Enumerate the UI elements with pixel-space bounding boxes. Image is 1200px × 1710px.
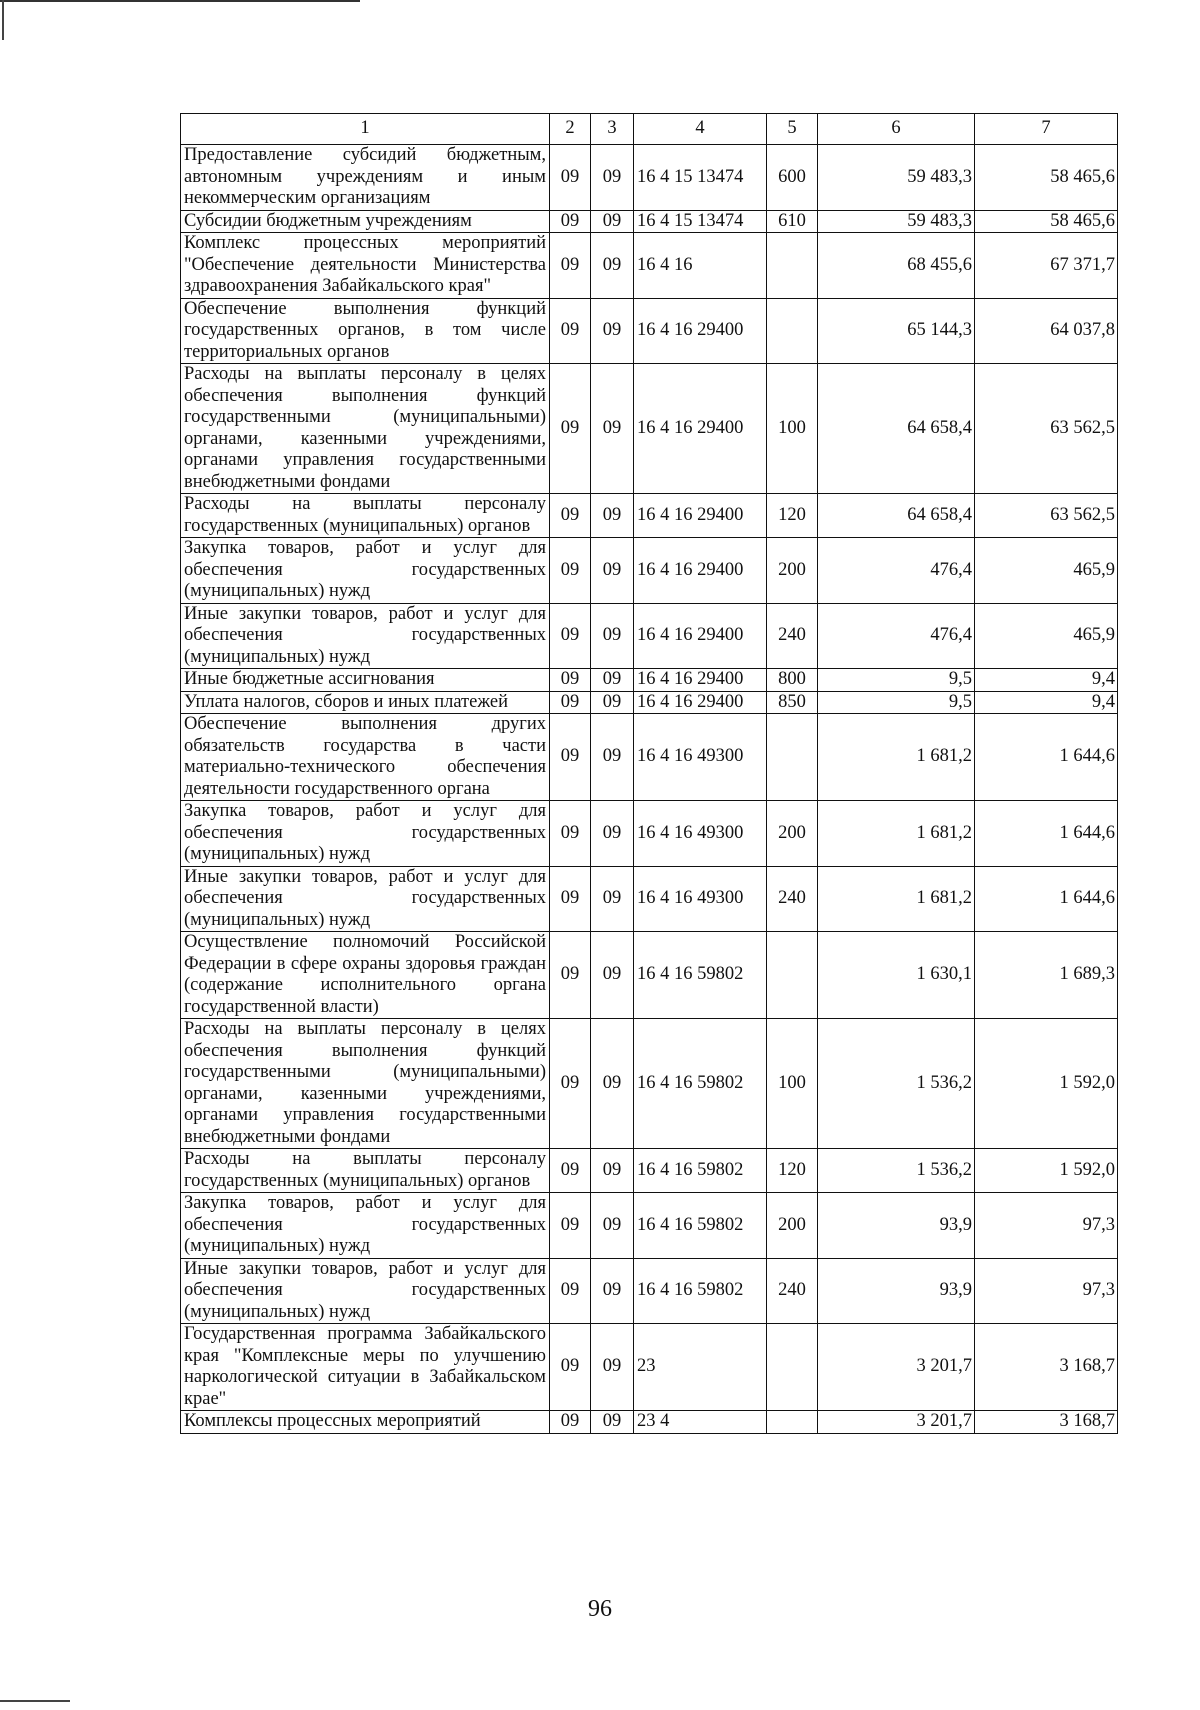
row-expense-type-cell <box>767 932 818 1019</box>
row-amount-1-cell: 59 483,3 <box>818 210 975 233</box>
row-expense-type-cell: 240 <box>767 866 818 932</box>
row-name-cell: Предоставление субсидий бюджетным, автономным учреждениям и иным некоммерческим организациям <box>181 145 550 211</box>
row-amount-2-cell: 97,3 <box>975 1193 1118 1259</box>
row-section-cell: 09 <box>550 538 591 604</box>
table-row <box>181 932 1118 1019</box>
row-target-article-cell: 16 4 16 49300 <box>634 801 767 867</box>
row-amount-1-cell: 1 681,2 <box>818 714 975 801</box>
table-row <box>181 1411 1118 1434</box>
row-target-article-cell: 16 4 16 <box>634 233 767 299</box>
row-name-cell: Расходы на выплаты персоналу государственных (муниципальных) органов <box>181 494 550 538</box>
row-expense-type-cell <box>767 298 818 364</box>
header-cell-1: 1 <box>181 114 550 145</box>
row-name-cell: Иные закупки товаров, работ и услуг для обеспечения государственных (муниципальных) нужд <box>181 1258 550 1324</box>
row-amount-2-cell: 1 689,3 <box>975 932 1118 1019</box>
row-name-cell: Обеспечение выполнения функций государственных органов, в том числе территориальных органов <box>181 298 550 364</box>
row-amount-2-cell: 97,3 <box>975 1258 1118 1324</box>
row-target-article-cell: 23 4 <box>634 1411 767 1434</box>
row-subsection-cell: 09 <box>591 1019 634 1149</box>
table-row <box>181 691 1118 714</box>
table-row <box>181 494 1118 538</box>
table-row <box>181 233 1118 299</box>
row-amount-2-cell: 465,9 <box>975 603 1118 669</box>
row-amount-2-cell: 3 168,7 <box>975 1411 1118 1434</box>
row-subsection-cell: 09 <box>591 1324 634 1411</box>
row-target-article-cell: 16 4 16 49300 <box>634 866 767 932</box>
row-expense-type-cell: 850 <box>767 691 818 714</box>
row-target-article-cell: 16 4 15 13474 <box>634 210 767 233</box>
row-subsection-cell: 09 <box>591 1258 634 1324</box>
row-target-article-cell: 23 <box>634 1324 767 1411</box>
row-target-article-cell: 16 4 16 29400 <box>634 298 767 364</box>
row-name-cell: Расходы на выплаты персоналу в целях обеспечения выполнения функций государственными (муниципальными) органами, казенными учреждениями, органами управления государственными внебюджетными фондами <box>181 1019 550 1149</box>
row-name-cell: Закупка товаров, работ и услуг для обеспечения государственных (муниципальных) нужд <box>181 538 550 604</box>
row-section-cell: 09 <box>550 1193 591 1259</box>
row-section-cell: 09 <box>550 801 591 867</box>
row-name-cell: Расходы на выплаты персоналу государственных (муниципальных) органов <box>181 1149 550 1193</box>
row-amount-1-cell: 93,9 <box>818 1193 975 1259</box>
row-subsection-cell: 09 <box>591 932 634 1019</box>
row-amount-2-cell: 1 592,0 <box>975 1149 1118 1193</box>
row-amount-1-cell: 65 144,3 <box>818 298 975 364</box>
row-target-article-cell: 16 4 16 29400 <box>634 538 767 604</box>
row-expense-type-cell: 800 <box>767 669 818 692</box>
row-amount-1-cell: 64 658,4 <box>818 494 975 538</box>
row-name-cell: Закупка товаров, работ и услуг для обеспечения государственных (муниципальных) нужд <box>181 1193 550 1259</box>
row-expense-type-cell: 200 <box>767 801 818 867</box>
row-subsection-cell: 09 <box>591 210 634 233</box>
row-expense-type-cell: 240 <box>767 1258 818 1324</box>
row-expense-type-cell <box>767 714 818 801</box>
row-amount-1-cell: 1 536,2 <box>818 1019 975 1149</box>
row-target-article-cell: 16 4 16 59802 <box>634 1149 767 1193</box>
row-subsection-cell: 09 <box>591 538 634 604</box>
row-name-cell: Уплата налогов, сборов и иных платежей <box>181 691 550 714</box>
header-cell-2: 2 <box>550 114 591 145</box>
row-section-cell: 09 <box>550 1149 591 1193</box>
row-amount-1-cell: 1 681,2 <box>818 801 975 867</box>
row-target-article-cell: 16 4 16 59802 <box>634 1019 767 1149</box>
row-name-cell: Обеспечение выполнения других обязательств государства в части материально-технического обеспечения деятельности государственного органа <box>181 714 550 801</box>
table-row <box>181 145 1118 211</box>
row-name-cell: Субсидии бюджетным учреждениям <box>181 210 550 233</box>
row-target-article-cell: 16 4 16 29400 <box>634 364 767 494</box>
row-subsection-cell: 09 <box>591 145 634 211</box>
row-subsection-cell: 09 <box>591 603 634 669</box>
budget-table <box>180 113 1118 1434</box>
header-cell-5: 5 <box>767 114 818 145</box>
row-subsection-cell: 09 <box>591 298 634 364</box>
row-amount-2-cell: 1 592,0 <box>975 1019 1118 1149</box>
row-amount-1-cell: 1 536,2 <box>818 1149 975 1193</box>
row-subsection-cell: 09 <box>591 1193 634 1259</box>
row-expense-type-cell: 240 <box>767 603 818 669</box>
row-amount-2-cell: 64 037,8 <box>975 298 1118 364</box>
header-cell-3: 3 <box>591 114 634 145</box>
row-section-cell: 09 <box>550 691 591 714</box>
row-subsection-cell: 09 <box>591 714 634 801</box>
row-section-cell: 09 <box>550 669 591 692</box>
row-section-cell: 09 <box>550 1411 591 1434</box>
table-row <box>181 801 1118 867</box>
row-subsection-cell: 09 <box>591 1411 634 1434</box>
row-section-cell: 09 <box>550 494 591 538</box>
row-expense-type-cell: 100 <box>767 1019 818 1149</box>
row-name-cell: Иные закупки товаров, работ и услуг для обеспечения государственных (муниципальных) нужд <box>181 603 550 669</box>
row-amount-2-cell: 3 168,7 <box>975 1324 1118 1411</box>
row-target-article-cell: 16 4 16 59802 <box>634 932 767 1019</box>
table-row <box>181 603 1118 669</box>
row-target-article-cell: 16 4 16 59802 <box>634 1258 767 1324</box>
row-amount-1-cell: 64 658,4 <box>818 364 975 494</box>
row-section-cell: 09 <box>550 714 591 801</box>
table-row <box>181 210 1118 233</box>
row-target-article-cell: 16 4 16 29400 <box>634 669 767 692</box>
table-row <box>181 298 1118 364</box>
row-name-cell: Осуществление полномочий Российской Федерации в сфере охраны здоровья граждан (содержание исполнительного органа государственной власти) <box>181 932 550 1019</box>
row-amount-1-cell: 9,5 <box>818 691 975 714</box>
table-row <box>181 866 1118 932</box>
header-cell-7: 7 <box>975 114 1118 145</box>
row-subsection-cell: 09 <box>591 364 634 494</box>
table-row <box>181 1019 1118 1149</box>
row-amount-1-cell: 1 681,2 <box>818 866 975 932</box>
table-row <box>181 1324 1118 1411</box>
row-section-cell: 09 <box>550 1258 591 1324</box>
table-header-row <box>181 114 1118 145</box>
row-target-article-cell: 16 4 16 59802 <box>634 1193 767 1259</box>
row-amount-2-cell: 1 644,6 <box>975 714 1118 801</box>
row-amount-2-cell: 1 644,6 <box>975 801 1118 867</box>
row-amount-2-cell: 1 644,6 <box>975 866 1118 932</box>
table-row <box>181 538 1118 604</box>
header-cell-4: 4 <box>634 114 767 145</box>
row-amount-1-cell: 476,4 <box>818 538 975 604</box>
row-amount-1-cell: 3 201,7 <box>818 1324 975 1411</box>
row-subsection-cell: 09 <box>591 1149 634 1193</box>
row-section-cell: 09 <box>550 1324 591 1411</box>
row-amount-1-cell: 476,4 <box>818 603 975 669</box>
row-target-article-cell: 16 4 16 29400 <box>634 603 767 669</box>
row-amount-2-cell: 63 562,5 <box>975 494 1118 538</box>
table-row <box>181 1149 1118 1193</box>
table-row <box>181 1258 1118 1324</box>
row-amount-1-cell: 59 483,3 <box>818 145 975 211</box>
table-body <box>181 114 1118 1434</box>
row-expense-type-cell: 600 <box>767 145 818 211</box>
row-name-cell: Иные бюджетные ассигнования <box>181 669 550 692</box>
table-row <box>181 669 1118 692</box>
scan-artifact-top <box>0 0 360 2</box>
row-expense-type-cell <box>767 233 818 299</box>
row-subsection-cell: 09 <box>591 233 634 299</box>
row-section-cell: 09 <box>550 210 591 233</box>
row-amount-1-cell: 1 630,1 <box>818 932 975 1019</box>
table-row <box>181 1193 1118 1259</box>
row-section-cell: 09 <box>550 233 591 299</box>
row-name-cell: Иные закупки товаров, работ и услуг для обеспечения государственных (муниципальных) нужд <box>181 866 550 932</box>
row-amount-2-cell: 58 465,6 <box>975 145 1118 211</box>
row-amount-2-cell: 67 371,7 <box>975 233 1118 299</box>
row-subsection-cell: 09 <box>591 801 634 867</box>
scan-artifact-left <box>2 0 4 40</box>
row-subsection-cell: 09 <box>591 691 634 714</box>
row-name-cell: Закупка товаров, работ и услуг для обеспечения государственных (муниципальных) нужд <box>181 801 550 867</box>
row-target-article-cell: 16 4 16 29400 <box>634 691 767 714</box>
row-amount-2-cell: 63 562,5 <box>975 364 1118 494</box>
row-amount-2-cell: 9,4 <box>975 691 1118 714</box>
row-name-cell: Комплексы процессных мероприятий <box>181 1411 550 1434</box>
header-cell-6: 6 <box>818 114 975 145</box>
row-section-cell: 09 <box>550 364 591 494</box>
row-expense-type-cell: 200 <box>767 1193 818 1259</box>
row-expense-type-cell: 610 <box>767 210 818 233</box>
row-expense-type-cell: 100 <box>767 364 818 494</box>
row-subsection-cell: 09 <box>591 669 634 692</box>
row-amount-1-cell: 9,5 <box>818 669 975 692</box>
row-expense-type-cell <box>767 1411 818 1434</box>
table-row <box>181 364 1118 494</box>
page-number: 96 <box>588 1596 612 1622</box>
row-name-cell: Комплекс процессных мероприятий "Обеспечение деятельности Министерства здравоохранения Забайкальского края" <box>181 233 550 299</box>
row-subsection-cell: 09 <box>591 866 634 932</box>
row-expense-type-cell: 120 <box>767 494 818 538</box>
row-amount-1-cell: 93,9 <box>818 1258 975 1324</box>
row-expense-type-cell <box>767 1324 818 1411</box>
row-section-cell: 09 <box>550 1019 591 1149</box>
row-expense-type-cell: 120 <box>767 1149 818 1193</box>
row-section-cell: 09 <box>550 603 591 669</box>
row-section-cell: 09 <box>550 145 591 211</box>
row-section-cell: 09 <box>550 866 591 932</box>
row-subsection-cell: 09 <box>591 494 634 538</box>
scan-artifact-bottom <box>0 1700 70 1702</box>
row-amount-2-cell: 9,4 <box>975 669 1118 692</box>
row-amount-2-cell: 465,9 <box>975 538 1118 604</box>
row-target-article-cell: 16 4 16 29400 <box>634 494 767 538</box>
table-row <box>181 714 1118 801</box>
row-target-article-cell: 16 4 15 13474 <box>634 145 767 211</box>
row-amount-2-cell: 58 465,6 <box>975 210 1118 233</box>
row-section-cell: 09 <box>550 298 591 364</box>
row-target-article-cell: 16 4 16 49300 <box>634 714 767 801</box>
row-amount-1-cell: 3 201,7 <box>818 1411 975 1434</box>
row-section-cell: 09 <box>550 932 591 1019</box>
row-name-cell: Расходы на выплаты персоналу в целях обеспечения выполнения функций государственными (муниципальными) органами, казенными учреждениями, органами управления государственными внебюджетными фондами <box>181 364 550 494</box>
row-name-cell: Государственная программа Забайкальского края "Комплексные меры по улучшению наркологической ситуации в Забайкальском крае" <box>181 1324 550 1411</box>
row-expense-type-cell: 200 <box>767 538 818 604</box>
row-amount-1-cell: 68 455,6 <box>818 233 975 299</box>
